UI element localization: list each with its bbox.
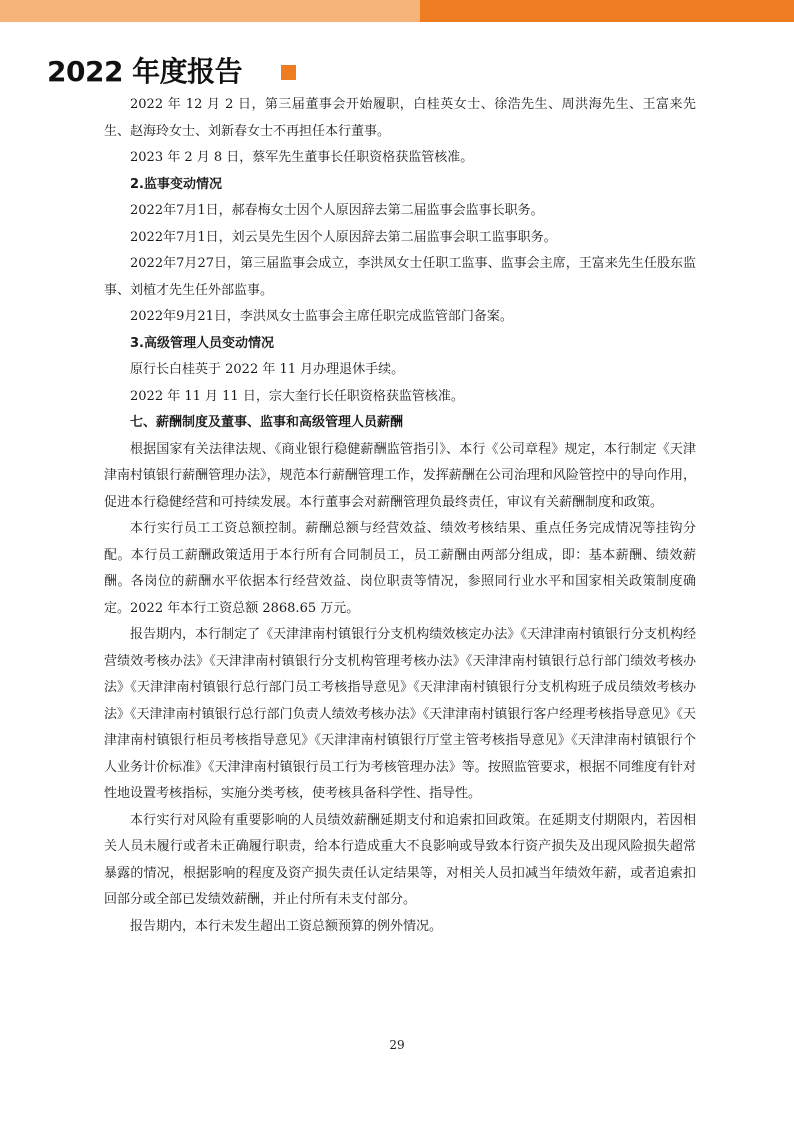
paragraph: 2022年7月27日，第三届监事会成立，李洪凤女士任职工监事、监事会主席，王富来先生任股东监事、刘植才先生任外部监事。 — [104, 256, 696, 298]
paragraph: 本行实行对风险有重要影响的人员绩效薪酬延期支付和追索扣回政策。在延期支付期限内，若因相关人员未履行或者未正确履行职责，给本行造成重大不良影响或导致本行资产损失及出现风险损失超常暴露的情况，根据影响的程度及资产损失责任认定结果等，对相关人员扣减当年绩效年薪，或者追索扣回部分或全部已发绩效薪酬，并止付所有未支付部分。 — [104, 812, 696, 907]
paragraph: 报告期内，本行制定了《天津津南村镇银行分支机构绩效核定办法》《天津津南村镇银行分支机构经营绩效考核办法》《天津津南村镇银行分支机构管理考核办法》《天津津南村镇银行总行部门绩效考核办法》《天津津南村镇银行总行部门员工考核指导意见》《天津津南村镇银行分支机构班子成员绩效考核办法》《天津津南村镇银行总行部门负责人绩效考核办法》《天津津南村镇银行客户经理考核指导意见》《天津津南村镇银行柜员考核指导意见》《天津津南村镇银行厅堂主管考核指导意见》《天津津南村镇银行个人业务计价标准》《天津津南村镇银行员工行为考核管理办法》等。按照监管要求，根据不同维度有针对性地设置考核指标，实施分类考核，使考核具备科学性、指导性。 — [104, 627, 696, 801]
section-heading: 2.监事变动情况 — [130, 176, 222, 192]
paragraph: 2022 年 12 月 2 日，第三届董事会开始履职，白桂英女士、徐浩先生、周洪海先生、王富来先生、赵海玲女士、刘新春女士不再担任本行董事。 — [104, 97, 696, 139]
header-band-accent — [420, 0, 794, 22]
document-body — [104, 92, 696, 940]
paragraph: 根据国家有关法律法规、《商业银行稳健薪酬监管指引》、本行《公司章程》规定，本行制定《天津津南村镇银行薪酬管理办法》，规范本行薪酬管理工作，发挥薪酬在公司治理和风险管控中的导向作用，促进本行稳健经营和可持续发展。本行董事会对薪酬管理负最终责任，审议有关薪酬制度和政策。 — [104, 441, 696, 510]
paragraph: 报告期内，本行未发生超出工资总额预算的例外情况。 — [130, 918, 443, 934]
section-heading: 七、薪酬制度及董事、监事和高级管理人员薪酬 — [130, 415, 404, 430]
paragraph: 原行长白桂英于 2022 年 11 月办理退休手续。 — [130, 362, 405, 377]
paragraph: 2022 年 11 月 11 日，宗大奎行长任职资格获监管核准。 — [130, 388, 464, 404]
paragraph: 本行实行员工工资总额控制。薪酬总额与经营效益、绩效考核结果、重点任务完成情况等挂钩分配。本行员工薪酬政策适用于本行所有合同制员工，员工薪酬由两部分组成，即：基本薪酬、绩效薪酬。各岗位的薪酬水平依据本行经营效益、岗位职责等情况，参照同行业水平和国家相关政策制度确定。2022 年本行工资总额 2868.65 万元。 — [104, 521, 696, 616]
report-title: 2022 年度报告 — [47, 55, 243, 88]
title-accent-square — [281, 65, 296, 80]
section-heading: 3.高级管理人员变动情况 — [130, 335, 274, 351]
paragraph: 2023 年 2 月 8 日，蔡军先生董事长任职资格获监管核准。 — [130, 150, 474, 165]
paragraph: 2022年7月1日，刘云昊先生因个人原因辞去第二届监事会职工监事职务。 — [130, 229, 557, 245]
paragraph: 2022年9月21日，李洪凤女士监事会主席任职完成监管部门备案。 — [130, 309, 513, 324]
paragraph: 2022年7月1日，郝春梅女士因个人原因辞去第二届监事会监事长职务。 — [130, 203, 544, 218]
page-number: 29 — [389, 1038, 405, 1052]
